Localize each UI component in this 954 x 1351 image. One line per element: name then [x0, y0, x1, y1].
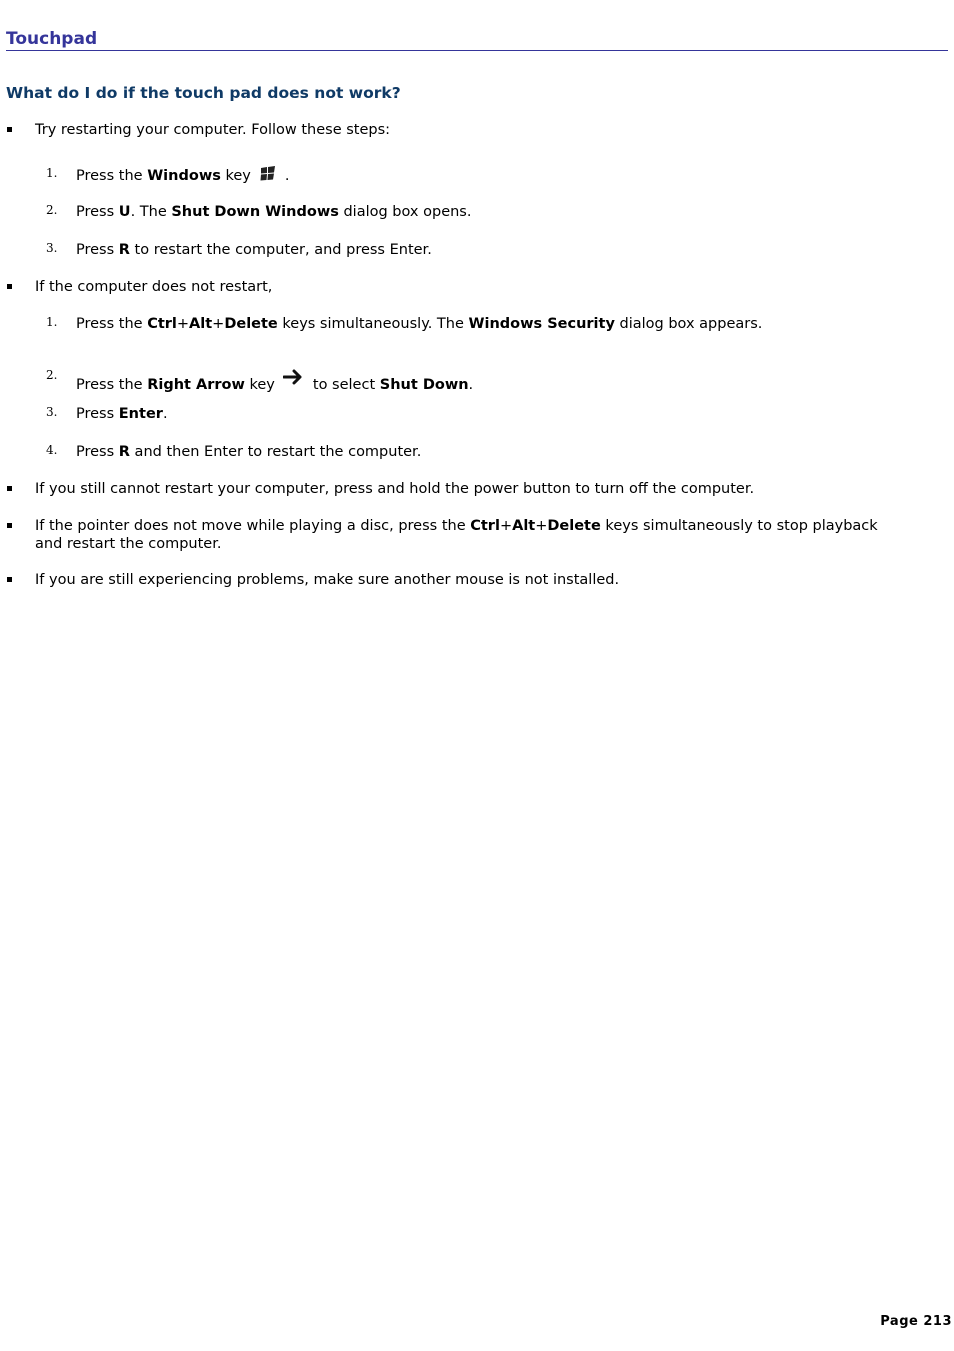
step-text: Press the Ctrl+Alt+Delete keys simultaneously. The Windows Security dialog box appears.: [76, 316, 763, 332]
step-press-r: [46, 241, 926, 267]
page-number: Page 213: [880, 1314, 952, 1329]
step-number: 3.: [46, 241, 58, 255]
bullet-marker: [7, 284, 12, 289]
step-press-enter: [46, 405, 926, 431]
step-text: Press U. The Shut Down Windows dialog box opens.: [76, 204, 472, 220]
step-text: Press the Right Arrow key to select Shut Down.: [76, 368, 473, 394]
step-ctrl-alt-delete: [46, 315, 926, 341]
bullet-marker: [7, 577, 12, 582]
step-number: 3.: [46, 405, 58, 419]
step-number: 2.: [46, 368, 58, 382]
step-right-arrow: [46, 368, 926, 394]
step-number: 1.: [46, 315, 58, 329]
bullet-marker: [7, 127, 12, 132]
bullet-marker: [7, 523, 12, 528]
bullet-text: If the pointer does not move while playing a disc, press the Ctrl+Alt+Delete keys simultaneously to stop playback and restart the computer.: [35, 518, 878, 552]
bullet-text: Try restarting your computer. Follow these steps:: [35, 122, 391, 138]
step-number: 4.: [46, 443, 58, 457]
page-heading: Touchpad: [6, 29, 948, 51]
bullet-text: If the computer does not restart,: [35, 279, 273, 295]
step-windows-key: [46, 166, 926, 192]
step-number: 1.: [46, 166, 58, 180]
right-arrow-icon: [283, 368, 305, 391]
step-text: Press the Windows key .: [76, 166, 289, 187]
step-press-r-enter: [46, 443, 926, 469]
question-heading: What do I do if the touch pad does not work?: [6, 84, 401, 102]
step-number: 2.: [46, 203, 58, 217]
step-text: Press R and then Enter to restart the computer.: [76, 444, 422, 460]
step-text: Press Enter.: [76, 406, 168, 422]
bullet-marker: [7, 486, 12, 491]
step-press-u: [46, 203, 926, 229]
windows-key-icon: [259, 166, 277, 187]
step-text: Press R to restart the computer, and press Enter.: [76, 242, 432, 258]
bullet-text: If you are still experiencing problems, make sure another mouse is not installed.: [35, 572, 620, 588]
bullet-text: If you still cannot restart your computer, press and hold the power button to turn off the computer.: [35, 481, 755, 497]
